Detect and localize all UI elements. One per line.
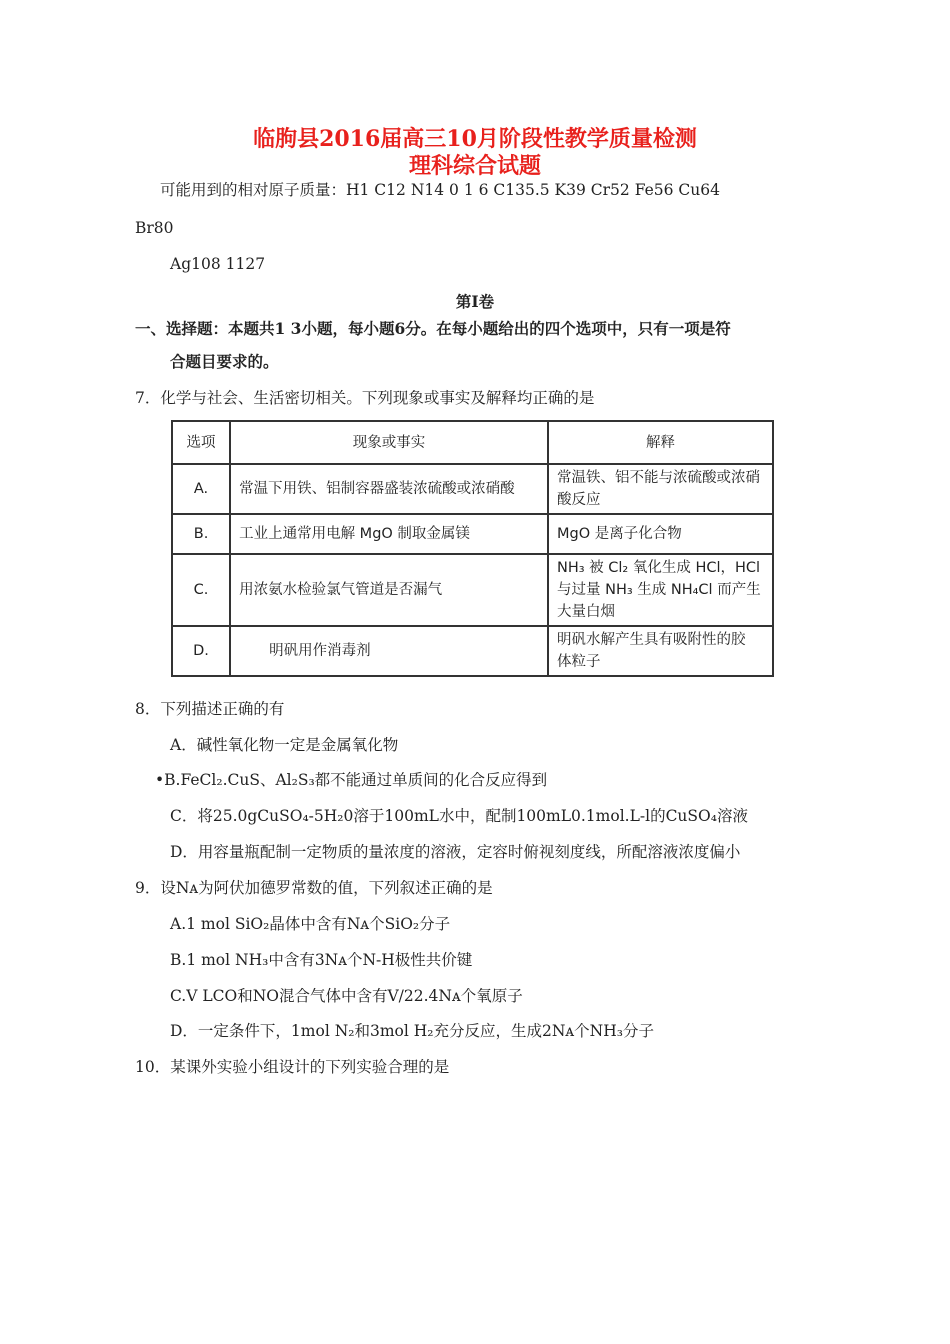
q9-option-d: D．一定条件下，1mol N₂和3mol H₂充分反应，生成2Nᴀ个NH₃分子 [170, 1022, 654, 1040]
header-fact: 现象或事实 [230, 421, 548, 464]
q9-option-a: A.1 mol SiO₂晶体中含有Nᴀ个SiO₂分子 [170, 915, 451, 933]
instructions-line1: 一、选择题：本题共1 3小题，每小题6分。在每小题给出的四个选项中，只有一项是符 [135, 319, 731, 338]
table-row [172, 626, 773, 676]
row-b-fact: 工业上通常用电解 MgO 制取金属镁 [230, 514, 548, 554]
row-d-explanation-l2: 体粒子 [556, 654, 601, 670]
q10-stem: 10．某课外实验小组设计的下列实验合理的是 [135, 1058, 450, 1076]
row-a-option: A. [172, 464, 230, 514]
volume-heading: 第Ⅰ卷 [455, 292, 495, 311]
table-row [172, 514, 773, 554]
atomic-masses-line3: Ag108 1127 [170, 255, 266, 273]
row-a-explanation-l2: 酸反应 [556, 492, 601, 508]
table-row [172, 464, 773, 514]
header-option: 选项 [172, 421, 230, 464]
q8-option-a: A．碱性氧化物一定是金属氧化物 [170, 736, 399, 754]
row-c-explanation-l2: 与过量 NH₃ 生成 NH₄Cl 而产生 [556, 582, 761, 598]
row-c-explanation-l1: NH₃ 被 Cl₂ 氧化生成 HCl，HCl [556, 560, 761, 576]
row-c-explanation [548, 554, 773, 626]
table-row [172, 554, 773, 626]
q8-stem: 8．下列描述正确的有 [135, 700, 285, 718]
instructions-line2: 合题目要求的。 [170, 352, 279, 371]
header-explanation: 解释 [548, 421, 773, 464]
atomic-masses-line1: 可能用到的相对原子质量：H1 C12 N14 0 1 6 C135.5 K39 Cr52 Fe56 Cu64 [160, 181, 720, 199]
row-d-option: D. [172, 626, 230, 676]
atomic-masses-line2: Br80 [135, 219, 174, 237]
exam-subtitle: 理科综合试题 [408, 153, 541, 179]
row-b-option: B. [172, 514, 230, 554]
row-c-fact: 用浓氨水检验氯气管道是否漏气 [230, 554, 548, 626]
row-c-explanation-l3: 大量白烟 [556, 604, 615, 620]
row-b-explanation: MgO 是离子化合物 [548, 514, 773, 554]
row-d-explanation [548, 626, 773, 676]
row-a-fact: 常温下用铁、铝制容器盛装浓硫酸或浓硝酸 [230, 464, 548, 514]
row-a-explanation [548, 464, 773, 514]
q9-stem: 9．设Nᴀ为阿伏加德罗常数的值，下列叙述正确的是 [135, 879, 493, 897]
row-c-option: C. [172, 554, 230, 626]
exam-title: 临朐县2016届高三10月阶段性教学质量检测 [253, 126, 697, 152]
q7-table [171, 420, 774, 677]
row-d-fact: 明矾用作消毒剂 [230, 626, 548, 676]
q9-option-b: B.1 mol NH₃中含有3Nᴀ个N-H极性共价键 [170, 951, 473, 969]
row-a-explanation-l1: 常温铁、铝不能与浓硫酸或浓硝 [556, 470, 760, 486]
q9-option-c: C.V LCO和NO混合气体中含有V/22.4Nᴀ个氧原子 [170, 987, 523, 1005]
row-d-explanation-l1: 明矾水解产生具有吸附性的胶 [556, 632, 746, 648]
q8-option-d: D．用容量瓶配制一定物质的量浓度的溶液，定容时俯视刻度线，所配溶液浓度偏小 [170, 843, 741, 861]
table-header-row [172, 421, 773, 464]
q7-stem: 7．化学与社会、生活密切相关。下列现象或事实及解释均正确的是 [135, 389, 595, 407]
q8-option-c: C．将25.0gCuSO₄-5H₂0溶于100mL水中，配制100mL0.1mol.L-l的CuSO₄溶液 [170, 807, 748, 825]
q8-option-b: •B.FeCl₂.CuS、Al₂S₃都不能通过单质间的化合反应得到 [155, 771, 548, 789]
